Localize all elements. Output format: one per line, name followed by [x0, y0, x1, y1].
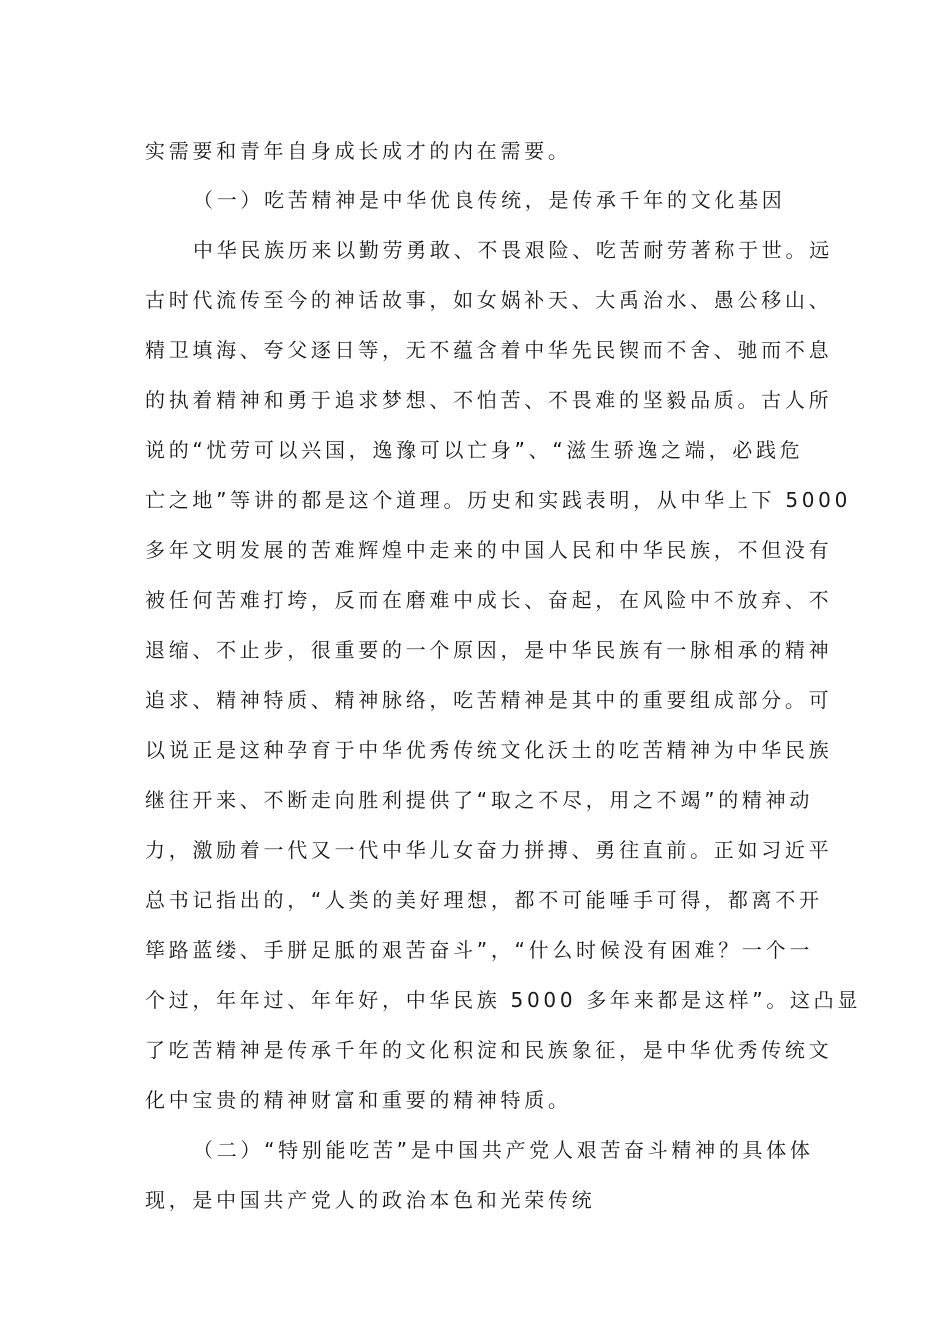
text-line-10: 被任何苦难打垮，反而在磨难中成长、奋起，在风险中不放弃、不 — [145, 588, 833, 612]
section-heading-1: （一）吃苦精神是中华优良传统，是传承千年的文化基因 — [193, 188, 786, 212]
text-line-9: 多年文明发展的苦难辉煌中走来的中国人民和中华民族，不但没有 — [145, 538, 833, 562]
text-line-7: 说的“忧劳可以兴国，逸豫可以亡身”、“滋生骄逸之端，必践危 — [145, 438, 804, 462]
text-line-18: 个过，年年过、年年好，中华民族 5000 多年来都是这样”。这凸显 — [145, 988, 862, 1012]
text-line-8: 亡之地”等讲的都是这个道理。历史和实践表明，从中华上下 5000 — [145, 488, 852, 512]
text-line-19: 了吃苦精神是传承千年的文化积淀和民族象征，是中华优秀传统文 — [145, 1038, 833, 1062]
text-line-16: 总书记指出的，“人类的美好理想，都不可能唾手可得，都离不开 — [145, 888, 823, 912]
text-line-6: 的执着精神和勇于追求梦想、不怕苦、不畏难的坚毅品质。古人所 — [145, 388, 833, 412]
text-line-14: 继往开来、不断走向胜利提供了“取之不尽，用之不竭”的精神动 — [145, 788, 814, 812]
text-line-20: 化中宝贵的精神财富和重要的精神特质。 — [145, 1088, 572, 1112]
section-heading-2-cont: 现，是中国共产党人的政治本色和光荣传统 — [145, 1188, 596, 1212]
text-line-1: 实需要和青年自身成长成才的内在需要。 — [145, 139, 572, 163]
section-heading-2: （二）“特别能吃苦”是中国共产党人艰苦奋斗精神的具体体 — [193, 1138, 814, 1162]
text-line-15: 力，激励着一代又一代中华儿女奋力拼搏、勇往直前。正如习近平 — [145, 838, 833, 862]
text-line-3: 中华民族历来以勤劳勇敢、不畏艰险、吃苦耐劳著称于世。远 — [193, 238, 833, 262]
text-line-11: 退缩、不止步，很重要的一个原因，是中华民族有一脉相承的精神 — [145, 638, 833, 662]
text-line-12: 追求、精神特质、精神脉络，吃苦精神是其中的重要组成部分。可 — [145, 688, 833, 712]
text-line-5: 精卫填海、夸父逐日等，无不蕴含着中华先民锲而不舍、驰而不息 — [145, 338, 833, 362]
text-line-4: 古时代流传至今的神话故事，如女娲补天、大禹治水、愚公移山、 — [145, 288, 833, 312]
text-line-13: 以说正是这种孕育于中华优秀传统文化沃土的吃苦精神为中华民族 — [145, 738, 833, 762]
text-line-17: 筚路蓝缕、手胼足胝的艰苦奋斗”，“什么时候没有困难？一个一 — [145, 938, 814, 962]
